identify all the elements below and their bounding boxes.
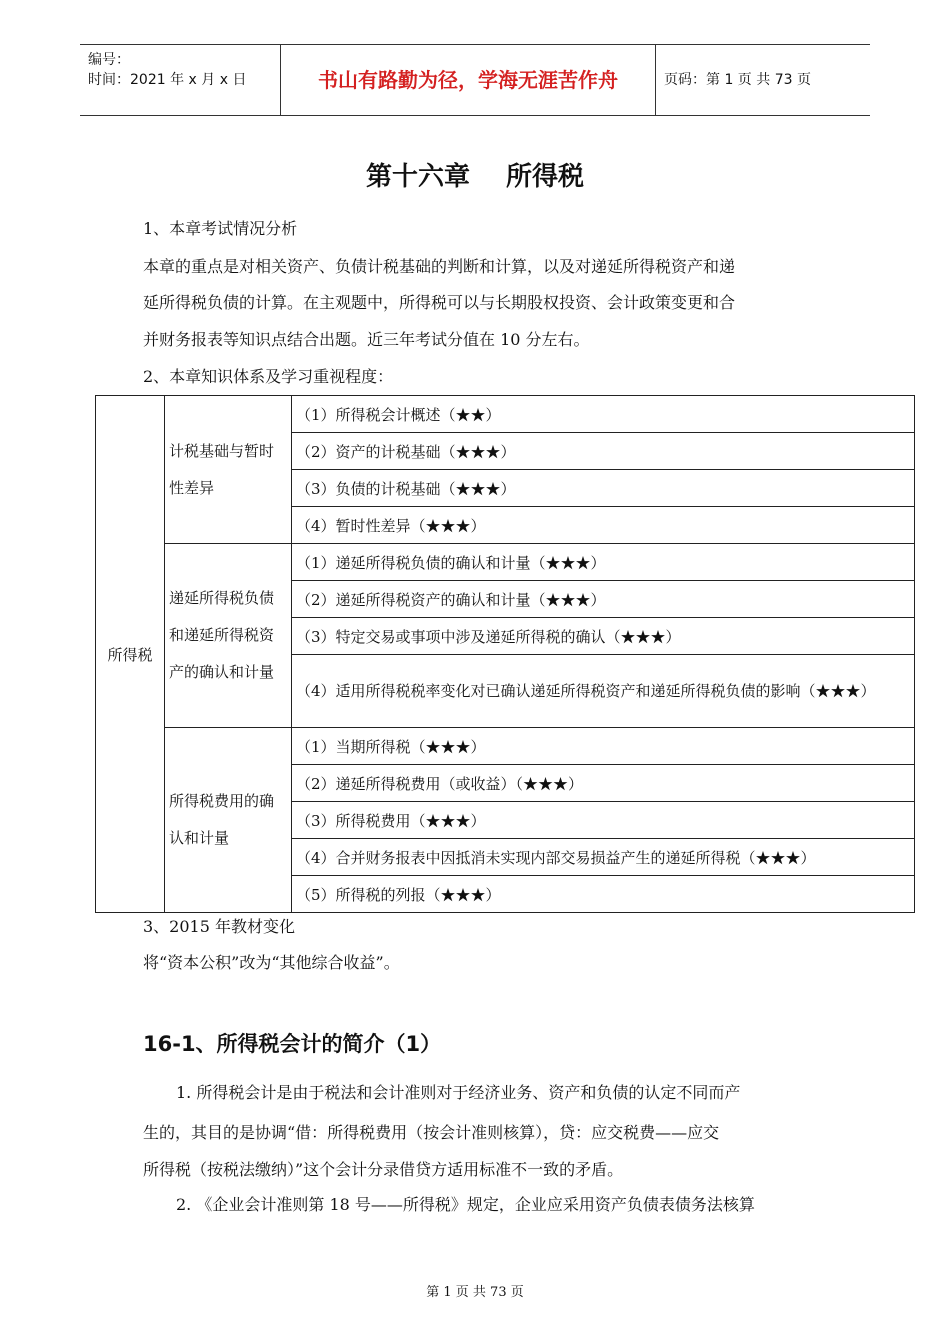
- table-row: [96, 728, 915, 765]
- table-group: 计税基础与暂时性差异: [165, 396, 292, 544]
- paragraph-2-line-1: 2. 《企业会计准则第 18 号——所得税》规定，企业应采用资产负债表债务法核算: [176, 1195, 755, 1214]
- table-item: （3）所得税费用（★★★）: [292, 802, 915, 839]
- table-item: （1）所得税会计概述（★★）: [292, 396, 915, 433]
- section-1-line-2: 延所得税负债的计算。在主观题中，所得税可以与长期股权投资、会计政策变更和合: [143, 293, 736, 312]
- header-page-label: 页码：第 1 页 共 73 页: [664, 72, 811, 88]
- section-16-1-heading: 16-1、所得税会计的简介（1）: [143, 1032, 442, 1056]
- table-item: （4）合并财务报表中因抵消未实现内部交易损益产生的递延所得税（★★★）: [292, 839, 915, 876]
- table-category: 所得税: [96, 396, 165, 913]
- table-item: （4）暂时性差异（★★★）: [292, 507, 915, 544]
- table-row: [96, 396, 915, 433]
- table-item: （1）当期所得税（★★★）: [292, 728, 915, 765]
- table-item: （5）所得税的列报（★★★）: [292, 876, 915, 913]
- section-1-heading: 1、本章考试情况分析: [143, 219, 298, 238]
- chapter-name: 所得税: [506, 162, 585, 192]
- paragraph-1-line-2: 生的，其目的是协调“借：所得税费用（按会计准则核算），贷：应交税费——应交: [143, 1123, 720, 1142]
- table-item: （3）负债的计税基础（★★★）: [292, 470, 915, 507]
- table-item: （3）特定交易或事项中涉及递延所得税的确认（★★★）: [292, 618, 915, 655]
- table-group: 递延所得税负债和递延所得税资产的确认和计量: [165, 544, 292, 728]
- chapter-title: [0, 156, 950, 193]
- header-meta: [80, 45, 280, 115]
- page-footer: 第 1 页 共 73 页: [426, 1285, 524, 1300]
- section-3-line-1: 将“资本公积”改为“其他综合收益”。: [143, 953, 400, 972]
- paragraph-1-line-3: 所得税（按税法缴纳）”这个会计分录借贷方适用标准不一致的矛盾。: [143, 1160, 624, 1179]
- table-item: （1）递延所得税负债的确认和计量（★★★）: [292, 544, 915, 581]
- table-item: （2）递延所得税费用（或收益）（★★★）: [292, 765, 915, 802]
- chapter-number: 第十六章: [365, 162, 470, 192]
- table-group: 所得税费用的确认和计量: [165, 728, 292, 913]
- knowledge-table: [95, 395, 915, 913]
- header-motto: 书山有路勤为径，学海无涯苦作舟: [280, 45, 656, 115]
- table-row: [96, 544, 915, 581]
- section-1-line-1: 本章的重点是对相关资产、负债计税基础的判断和计算，以及对递延所得税资产和递: [143, 257, 736, 276]
- paragraph-1-line-1: 1. 所得税会计是由于税法和会计准则对于经济业务、资产和负债的认定不同而产: [176, 1083, 741, 1102]
- table-item: （2）资产的计税基础（★★★）: [292, 433, 915, 470]
- table-item: （4）适用所得税税率变化对已确认递延所得税资产和递延所得税负债的影响（★★★）: [292, 655, 915, 728]
- time-label: 时间：2021 年 x 月 x 日: [88, 72, 247, 88]
- number-label: 编号：: [88, 52, 130, 68]
- section-1-line-3: 并财务报表等知识点结合出题。近三年考试分值在 10 分左右。: [143, 330, 590, 349]
- table-item: （2）递延所得税资产的确认和计量（★★★）: [292, 581, 915, 618]
- section-3-heading: 3、2015 年教材变化: [143, 917, 295, 936]
- page-header: [80, 44, 870, 116]
- section-2-heading: 2、本章知识体系及学习重视程度：: [143, 367, 394, 386]
